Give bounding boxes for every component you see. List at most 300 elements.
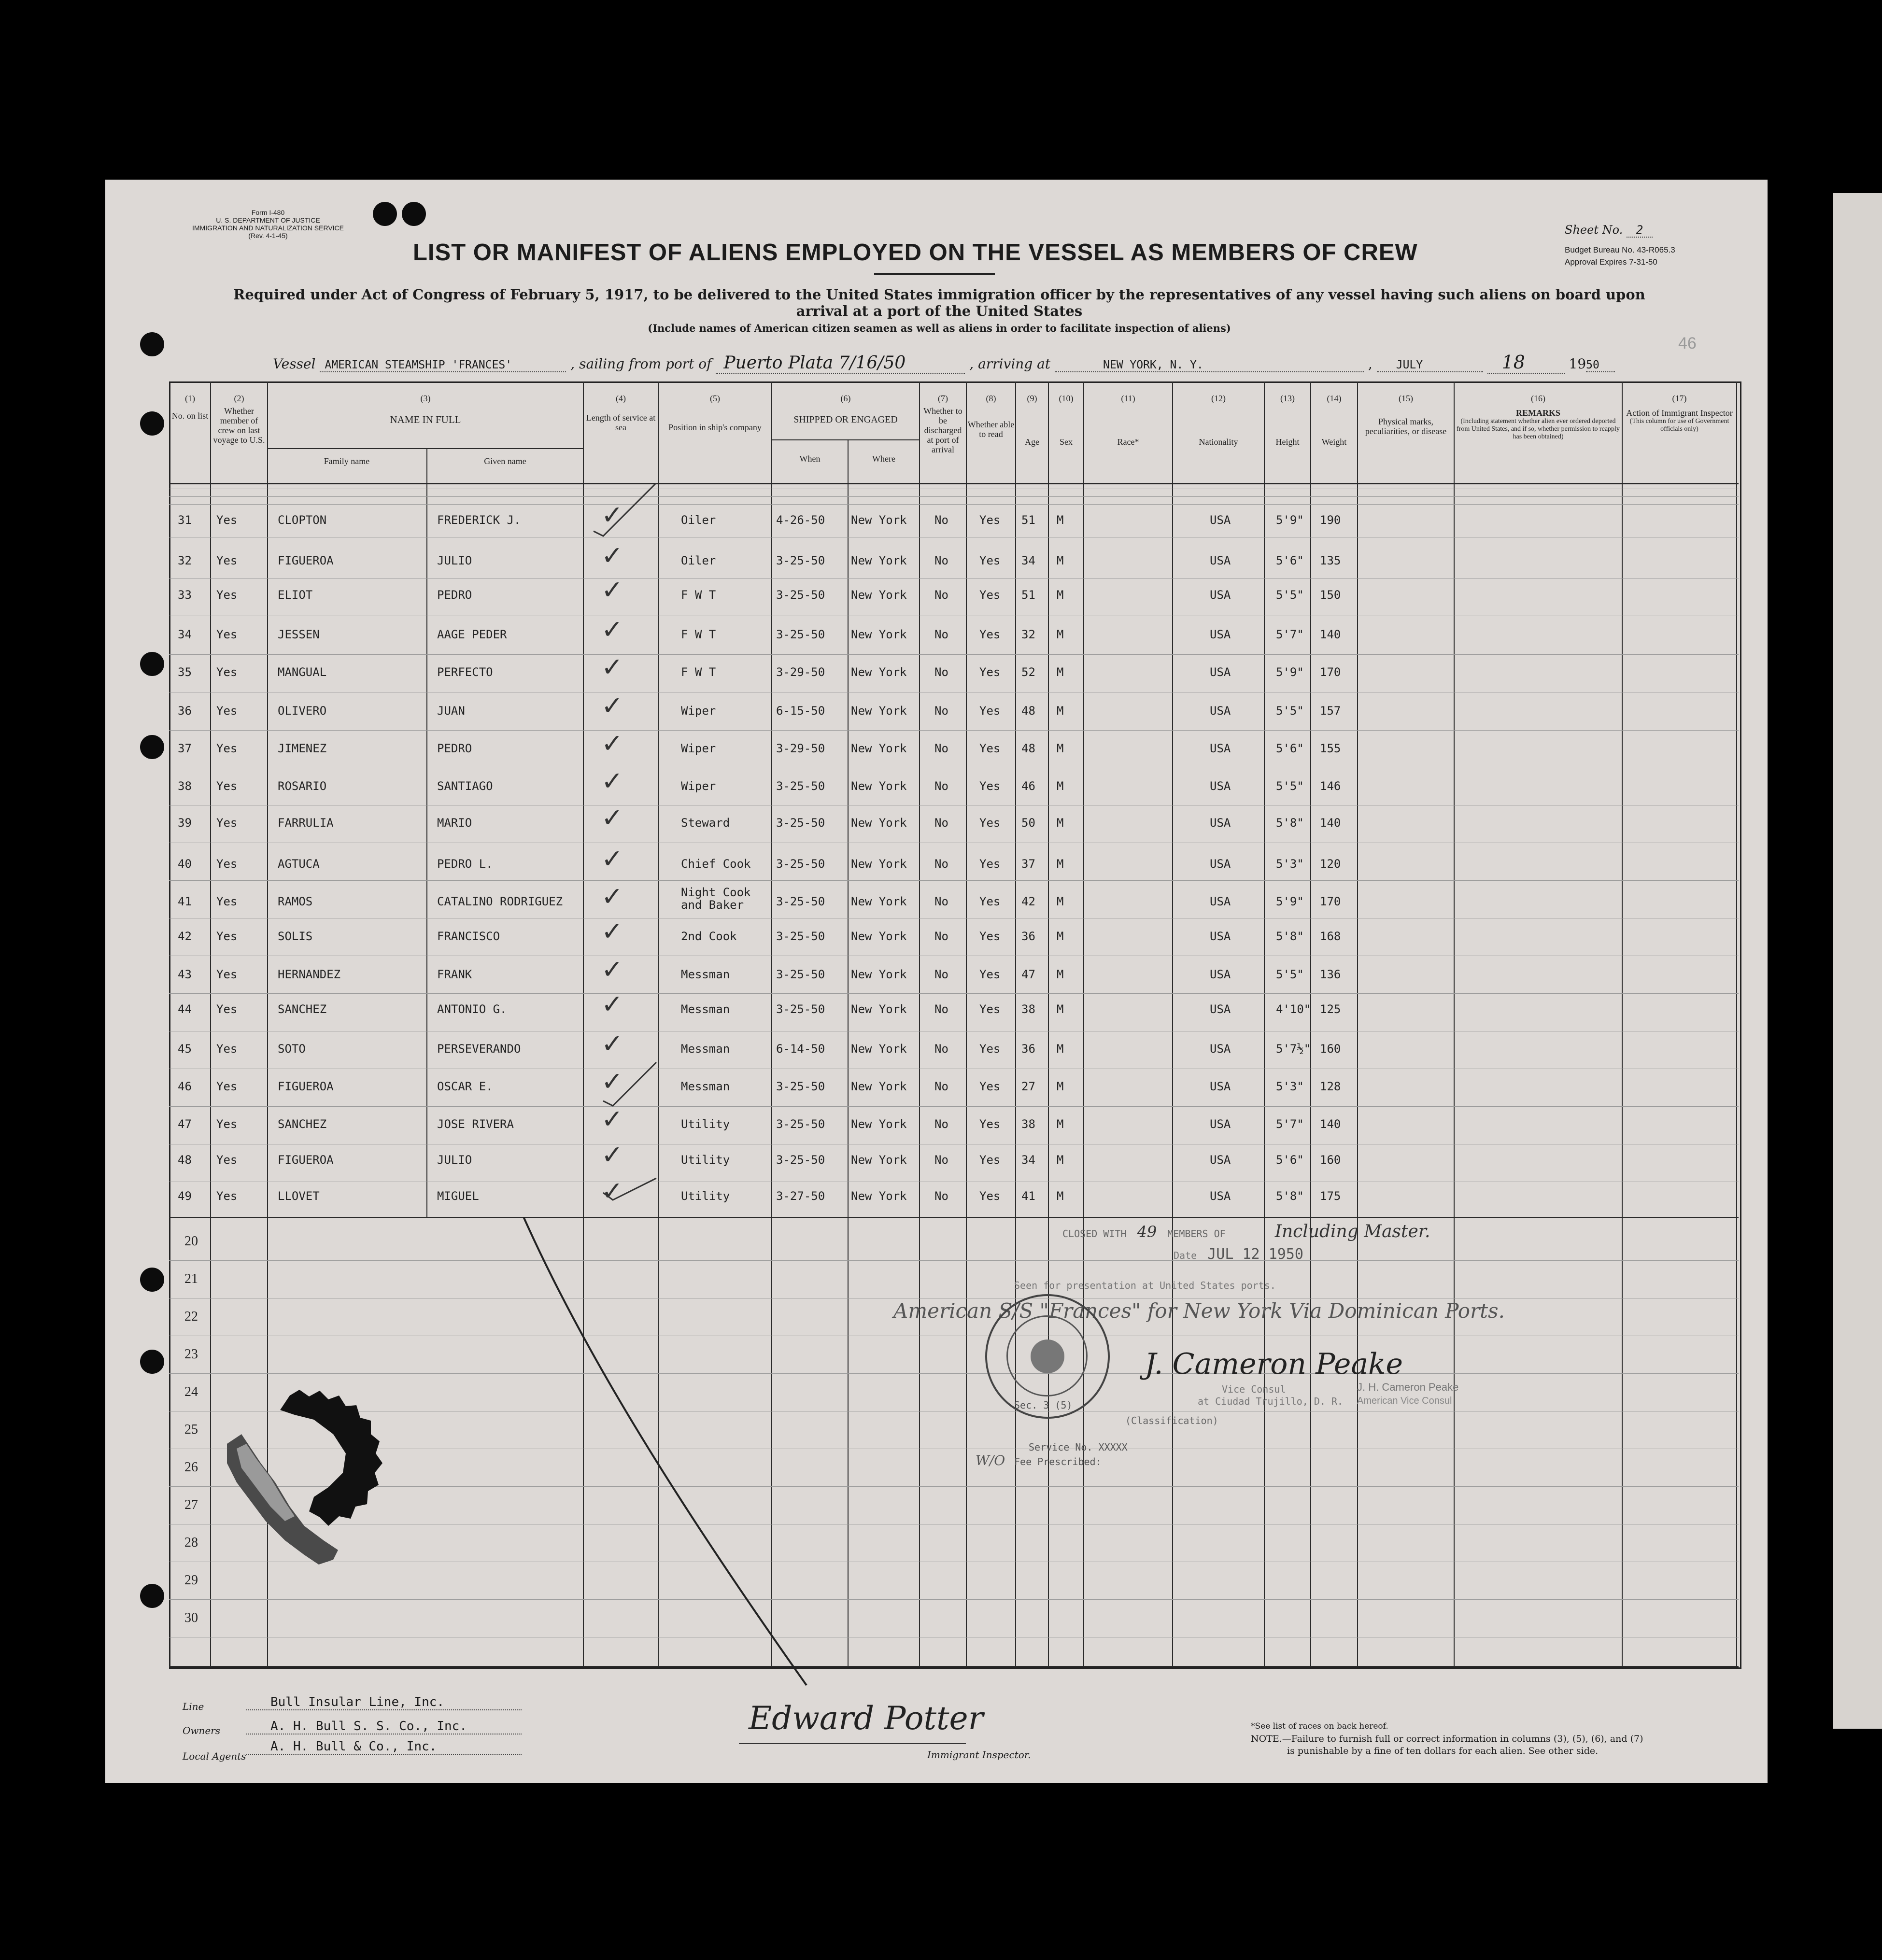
cell-sex: M <box>1057 895 1064 908</box>
sheet-number-block <box>1565 223 1653 237</box>
cell-no: 49 <box>178 1189 192 1203</box>
cell-weight: 160 <box>1320 1153 1341 1167</box>
col-rule <box>919 381 920 1666</box>
cell-where: New York <box>851 816 907 830</box>
sheet-number: 2 <box>1627 223 1653 238</box>
empty-row-number: 25 <box>184 1422 198 1437</box>
cell-where: New York <box>851 779 907 793</box>
cell-nationality: USA <box>1210 930 1231 943</box>
cell-age: 41 <box>1021 1189 1035 1203</box>
cell-crew: Yes <box>216 1080 238 1093</box>
penalty-note-1: NOTE.—Failure to furnish full or correct information in columns (3), (5), (6), and (7) <box>1251 1734 1643 1744</box>
cell-nationality: USA <box>1210 1189 1231 1203</box>
cell-position: Messman <box>681 1002 730 1016</box>
cell-crew: Yes <box>216 968 238 981</box>
ruled-line <box>169 993 1739 994</box>
ruled-line <box>169 880 1739 881</box>
cell-no: 48 <box>178 1153 192 1167</box>
cell-age: 51 <box>1021 588 1035 602</box>
arriving-port: NEW YORK, N. Y. <box>1055 359 1364 372</box>
cell-where: New York <box>851 513 907 527</box>
family-name-header: Family name <box>324 456 370 466</box>
col17-header: (17) Action of Immigrant Inspector (This column for use of Government officials only) <box>1626 394 1733 433</box>
cell-family: ROSARIO <box>278 779 327 793</box>
punch-hole <box>373 202 397 226</box>
cell-age: 38 <box>1021 1117 1035 1131</box>
vessel-label: Vessel <box>273 356 316 372</box>
cell-age: 42 <box>1021 895 1035 908</box>
cell-when: 3-25-50 <box>776 1080 825 1093</box>
arriving-label: , arriving at <box>969 356 1051 372</box>
cell-no: 34 <box>178 628 192 641</box>
cell-crew: Yes <box>216 857 238 871</box>
cell-position: Messman <box>681 1080 730 1093</box>
col-rule <box>1357 381 1358 1666</box>
cell-given: PERFECTO <box>437 665 493 679</box>
col11-header: (11) Race* <box>1117 394 1139 447</box>
cell-read: Yes <box>979 857 1001 871</box>
local-agents-label: Local Agents <box>183 1750 246 1762</box>
line-label: Line <box>183 1701 204 1712</box>
cell-sex: M <box>1057 513 1064 527</box>
cell-position: Wiper <box>681 779 716 793</box>
cell-discharged: No <box>934 1080 948 1093</box>
cell-nationality: USA <box>1210 588 1231 602</box>
title-rule <box>874 273 995 275</box>
approval-expires: Approval Expires 7-31-50 <box>1565 257 1657 267</box>
cell-when: 3-25-50 <box>776 588 825 602</box>
service-checkmark-icon: ✓ <box>601 1140 623 1170</box>
cell-position: Steward <box>681 816 730 830</box>
races-note: *See list of races on back hereof. <box>1251 1721 1388 1731</box>
cell-family: MANGUAL <box>278 665 327 679</box>
cell-when: 3-25-50 <box>776 628 825 641</box>
sailing-label: , sailing from port of <box>570 356 712 372</box>
cell-height: 5'9" <box>1276 895 1304 908</box>
col-rule <box>210 381 211 1666</box>
cell-discharged: No <box>934 628 948 641</box>
cell-when: 3-25-50 <box>776 779 825 793</box>
cell-age: 32 <box>1021 628 1035 641</box>
cell-when: 3-27-50 <box>776 1189 825 1203</box>
cell-nationality: USA <box>1210 1153 1231 1167</box>
cell-sex: M <box>1057 816 1064 830</box>
punch-hole <box>140 1268 164 1292</box>
service-checkmark-icon: ✓ <box>601 1066 623 1097</box>
cell-height: 5'7" <box>1276 628 1304 641</box>
cell-nationality: USA <box>1210 816 1231 830</box>
cell-no: 38 <box>178 779 192 793</box>
cell-sex: M <box>1057 588 1064 602</box>
cell-when: 6-14-50 <box>776 1042 825 1056</box>
cell-where: New York <box>851 968 907 981</box>
cell-height: 5'3" <box>1276 857 1304 871</box>
cell-nationality: USA <box>1210 968 1231 981</box>
section-line: Sec. 3 (5) <box>1014 1399 1073 1411</box>
service-checkmark-icon: ✓ <box>601 1176 623 1206</box>
service-checkmark-icon: ✓ <box>601 989 623 1019</box>
cell-family: FARRULIA <box>278 816 334 830</box>
ruled-line <box>169 654 1739 655</box>
empty-row-number: 26 <box>184 1460 198 1475</box>
cell-discharged: No <box>934 968 948 981</box>
penalty-note-2: is punishable by a fine of ten dollars for each alien. See other side. <box>1287 1746 1599 1756</box>
cell-given: FRANK <box>437 968 472 981</box>
punch-hole <box>140 652 164 676</box>
cell-position: Wiper <box>681 704 716 718</box>
service-checkmark-icon: ✓ <box>601 1029 623 1059</box>
cell-position: Chief Cook <box>681 857 751 871</box>
inspector-signature: Edward Potter <box>749 1700 984 1737</box>
cell-age: 38 <box>1021 1002 1035 1016</box>
form-header-block <box>188 209 348 240</box>
cell-family: FIGUEROA <box>278 1080 334 1093</box>
cell-where: New York <box>851 895 907 908</box>
cell-read: Yes <box>979 704 1001 718</box>
cell-nationality: USA <box>1210 554 1231 567</box>
inspector-label: Immigrant Inspector. <box>927 1749 1031 1761</box>
cell-position: Utility <box>681 1117 730 1131</box>
col1-header: (1) No. on list <box>171 394 209 421</box>
cell-read: Yes <box>979 665 1001 679</box>
cell-age: 34 <box>1021 1153 1035 1167</box>
document-title: LIST OR MANIFEST OF ALIENS EMPLOYED ON THE VESSEL AS MEMBERS OF CREW <box>413 240 1418 266</box>
cell-height: 5'7½" <box>1276 1042 1311 1056</box>
cell-nationality: USA <box>1210 857 1231 871</box>
cell-height: 5'9" <box>1276 513 1304 527</box>
cell-when: 3-29-50 <box>776 665 825 679</box>
cell-crew: Yes <box>216 779 238 793</box>
agency-name: U. S. DEPARTMENT OF JUSTICE <box>216 216 320 224</box>
service-checkmark-icon: ✓ <box>601 844 623 874</box>
cell-read: Yes <box>979 1189 1001 1203</box>
sailing-port: Puerto Plata 7/16/50 <box>716 353 965 374</box>
col8-header: (8) Whether able to read <box>967 394 1015 439</box>
cell-no: 39 <box>178 816 192 830</box>
cell-crew: Yes <box>216 1117 238 1131</box>
cell-age: 36 <box>1021 930 1035 943</box>
shipped-subheader-rule <box>771 439 919 440</box>
cell-nationality: USA <box>1210 1117 1231 1131</box>
service-name: IMMIGRATION AND NATURALIZATION SERVICE <box>192 224 344 232</box>
col-rule <box>1083 381 1084 1666</box>
cell-family: RAMOS <box>278 895 313 908</box>
cell-nationality: USA <box>1210 513 1231 527</box>
col-rule <box>1172 381 1173 1666</box>
cell-given: SANTIAGO <box>437 779 493 793</box>
col-rule <box>426 449 427 1217</box>
cell-family: LLOVET <box>278 1189 320 1203</box>
cell-given: JOSE RIVERA <box>437 1117 514 1131</box>
cell-discharged: No <box>934 513 948 527</box>
cell-sex: M <box>1057 1002 1064 1016</box>
cell-crew: Yes <box>216 742 238 755</box>
cell-when: 3-25-50 <box>776 930 825 943</box>
cell-crew: Yes <box>216 704 238 718</box>
header-bottom-rule <box>169 483 1739 484</box>
cell-position: F W T <box>681 628 716 641</box>
service-checkmark-icon: ✓ <box>601 1104 623 1134</box>
cell-read: Yes <box>979 1153 1001 1167</box>
cell-discharged: No <box>934 1042 948 1056</box>
vice-consul-label: Vice Consul <box>1222 1383 1286 1395</box>
service-checkmark-icon: ✓ <box>601 500 623 530</box>
ruled-line <box>169 730 1739 731</box>
cell-height: 5'5" <box>1276 704 1304 718</box>
cell-nationality: USA <box>1210 1002 1231 1016</box>
cell-sex: M <box>1057 1189 1064 1203</box>
consul-typed-name: J. H. Cameron Peake <box>1357 1381 1459 1393</box>
cell-weight: 175 <box>1320 1189 1341 1203</box>
col14-header: (14) Weight <box>1321 394 1347 447</box>
cell-no: 45 <box>178 1042 192 1056</box>
embassy-seal <box>985 1294 1110 1419</box>
cell-discharged: No <box>934 895 948 908</box>
cell-no: 33 <box>178 588 192 602</box>
cell-family: FIGUEROA <box>278 554 334 567</box>
name-subheader-rule <box>267 448 583 449</box>
vice-consul-place: at Ciudad Trujillo, D. R. <box>1198 1396 1344 1407</box>
cell-crew: Yes <box>216 816 238 830</box>
cell-when: 6-15-50 <box>776 704 825 718</box>
punch-hole <box>140 332 164 356</box>
cell-height: 5'8" <box>1276 930 1304 943</box>
service-checkmark-icon: ✓ <box>601 691 623 721</box>
empty-row-number: 30 <box>184 1610 198 1625</box>
cell-sex: M <box>1057 704 1064 718</box>
col-rule <box>1264 381 1265 1666</box>
cell-no: 44 <box>178 1002 192 1016</box>
cell-discharged: No <box>934 779 948 793</box>
table-bottom-rule <box>169 1666 1739 1667</box>
cell-read: Yes <box>979 1042 1001 1056</box>
arrival-day: 18 <box>1487 352 1565 374</box>
col3-header: (3) NAME IN FULL <box>390 394 461 425</box>
cell-discharged: No <box>934 554 948 567</box>
cell-crew: Yes <box>216 1002 238 1016</box>
cell-where: New York <box>851 1189 907 1203</box>
cell-sex: M <box>1057 930 1064 943</box>
col-rule <box>966 381 967 1666</box>
ruled-line <box>169 496 1739 497</box>
cell-crew: Yes <box>216 1153 238 1167</box>
stamped-page-number: 46 <box>1678 334 1697 353</box>
cell-read: Yes <box>979 968 1001 981</box>
col9-header: (9) Age <box>1025 394 1039 447</box>
cell-weight: 128 <box>1320 1080 1341 1093</box>
owners-label: Owners <box>183 1725 221 1736</box>
cell-when: 3-25-50 <box>776 816 825 830</box>
cell-where: New York <box>851 1042 907 1056</box>
cell-sex: M <box>1057 779 1064 793</box>
cell-discharged: No <box>934 1117 948 1131</box>
cell-family: JESSEN <box>278 628 320 641</box>
cell-weight: 140 <box>1320 816 1341 830</box>
cell-sex: M <box>1057 742 1064 755</box>
cell-no: 43 <box>178 968 192 981</box>
cell-read: Yes <box>979 1002 1001 1016</box>
punch-hole <box>140 735 164 759</box>
cell-position: Utility <box>681 1153 730 1167</box>
cell-position: Utility <box>681 1189 730 1203</box>
cell-read: Yes <box>979 895 1001 908</box>
cell-when: 3-25-50 <box>776 895 825 908</box>
service-checkmark-icon: ✓ <box>601 575 623 605</box>
cell-when: 3-29-50 <box>776 742 825 755</box>
cell-family: JIMENEZ <box>278 742 327 755</box>
cell-age: 46 <box>1021 779 1035 793</box>
service-checkmark-icon: ✓ <box>601 540 623 571</box>
cell-no: 36 <box>178 704 192 718</box>
diagonal-strike-line <box>522 1217 811 1690</box>
vessel-name: AMERICAN STEAMSHIP 'FRANCES' <box>320 359 566 372</box>
cell-when: 3-25-50 <box>776 554 825 567</box>
col-rule <box>1622 381 1623 1666</box>
col-rule <box>1310 381 1311 1666</box>
cell-sex: M <box>1057 554 1064 567</box>
cell-weight: 135 <box>1320 554 1341 567</box>
cell-age: 48 <box>1021 704 1035 718</box>
cell-sex: M <box>1057 1153 1064 1167</box>
col7-header: (7) Whether to be discharged at port of arrival <box>923 394 962 454</box>
service-checkmark-icon: ✓ <box>601 803 623 833</box>
cell-given: MIGUEL <box>437 1189 479 1203</box>
cell-sex: M <box>1057 857 1064 871</box>
cell-family: SANCHEZ <box>278 1002 327 1016</box>
col16-header: (16) REMARKS (Including statement whether alien ever ordered deported from United States, and if so, whether permission to reapply has been obtained) <box>1457 394 1620 440</box>
cell-where: New York <box>851 628 907 641</box>
cell-no: 42 <box>178 930 192 943</box>
arrival-month: JULY <box>1377 359 1483 372</box>
wo-note: W/O <box>976 1452 1005 1468</box>
cell-read: Yes <box>979 930 1001 943</box>
cell-crew: Yes <box>216 930 238 943</box>
col6-header: (6) SHIPPED OR ENGAGED <box>793 394 898 425</box>
cell-given: MARIO <box>437 816 472 830</box>
cell-height: 5'9" <box>1276 665 1304 679</box>
cell-given: PEDRO <box>437 588 472 602</box>
cell-age: 48 <box>1021 742 1035 755</box>
col10-header: (10) Sex <box>1059 394 1074 447</box>
cell-height: 5'7" <box>1276 1117 1304 1131</box>
cell-given: JUAN <box>437 704 465 718</box>
cell-nationality: USA <box>1210 1042 1231 1056</box>
cell-crew: Yes <box>216 1042 238 1056</box>
cell-where: New York <box>851 1002 907 1016</box>
cell-weight: 140 <box>1320 628 1341 641</box>
service-checkmark-icon: ✓ <box>601 766 623 796</box>
empty-row-number: 22 <box>184 1309 198 1324</box>
cell-nationality: USA <box>1210 704 1231 718</box>
cell-no: 40 <box>178 857 192 871</box>
closing-date-line: Date JUL 12 1950 <box>1174 1246 1303 1263</box>
cell-weight: 125 <box>1320 1002 1341 1016</box>
cell-where: New York <box>851 930 907 943</box>
cell-nationality: USA <box>1210 628 1231 641</box>
service-checkmark-icon: ✓ <box>601 614 623 645</box>
cell-where: New York <box>851 665 907 679</box>
cell-crew: Yes <box>216 554 238 567</box>
cell-family: FIGUEROA <box>278 1153 334 1167</box>
cell-given: JULIO <box>437 554 472 567</box>
cell-weight: 157 <box>1320 704 1341 718</box>
service-column-marks <box>584 483 658 1217</box>
punch-hole <box>140 411 164 436</box>
cell-nationality: USA <box>1210 779 1231 793</box>
cell-when: 3-25-50 <box>776 1153 825 1167</box>
cell-read: Yes <box>979 554 1001 567</box>
cell-no: 32 <box>178 554 192 567</box>
cell-family: AGTUCA <box>278 857 320 871</box>
cell-family: OLIVERO <box>278 704 327 718</box>
cell-where: New York <box>851 1117 907 1131</box>
cell-family: SANCHEZ <box>278 1117 327 1131</box>
cell-discharged: No <box>934 1153 948 1167</box>
seen-for-line: Seen for presentation at United States ports. <box>1014 1280 1276 1291</box>
service-checkmark-icon: ✓ <box>601 728 623 759</box>
cell-nationality: USA <box>1210 895 1231 908</box>
cell-when: 3-25-50 <box>776 1002 825 1016</box>
cell-read: Yes <box>979 628 1001 641</box>
cell-age: 52 <box>1021 665 1035 679</box>
cell-read: Yes <box>979 742 1001 755</box>
cell-no: 35 <box>178 665 192 679</box>
col2-header: (2) Whether member of crew on last voyage to U.S. <box>213 394 265 445</box>
empty-row-number: 29 <box>184 1573 198 1588</box>
cell-family: CLOPTON <box>278 513 327 527</box>
sheet-label: Sheet No. <box>1565 223 1623 237</box>
col5-header: (5) Position in ship's company <box>668 394 762 432</box>
cell-discharged: No <box>934 588 948 602</box>
form-number: Form I-480 <box>251 209 285 216</box>
cell-crew: Yes <box>216 628 238 641</box>
cell-height: 5'8" <box>1276 1189 1304 1203</box>
cell-crew: Yes <box>216 895 238 908</box>
service-checkmark-icon: ✓ <box>601 954 623 985</box>
fee-prescribed: Fee Prescribed: <box>1014 1456 1102 1467</box>
signature-rule <box>739 1743 966 1744</box>
cell-no: 47 <box>178 1117 192 1131</box>
cell-when: 4-26-50 <box>776 513 825 527</box>
cell-position: Messman <box>681 968 730 981</box>
cell-family: SOLIS <box>278 930 313 943</box>
consul-title: American Vice Consul <box>1357 1396 1452 1406</box>
cell-height: 5'6" <box>1276 554 1304 567</box>
cell-no: 46 <box>178 1080 192 1093</box>
cell-read: Yes <box>979 513 1001 527</box>
cell-height: 5'6" <box>1276 1153 1304 1167</box>
col-rule <box>848 439 849 1666</box>
punch-hole <box>402 202 426 226</box>
cell-read: Yes <box>979 1117 1001 1131</box>
col-rule <box>1048 381 1049 1666</box>
handwritten-route: American S/S "Frances" for New York Via Dominican Ports. <box>893 1299 1505 1323</box>
footer <box>169 1671 1739 1782</box>
col4-header: (4) Length of service at sea <box>586 394 656 432</box>
when-header: When <box>799 454 821 464</box>
cell-discharged: No <box>934 742 948 755</box>
cell-where: New York <box>851 742 907 755</box>
cell-discharged: No <box>934 930 948 943</box>
cell-position: Night Cook and Baker <box>681 886 751 912</box>
cell-given: PEDRO <box>437 742 472 755</box>
cell-crew: Yes <box>216 665 238 679</box>
cell-given: PEDRO L. <box>437 857 493 871</box>
cell-no: 41 <box>178 895 192 908</box>
cell-position: F W T <box>681 665 716 679</box>
owners-value: A. H. Bull S. S. Co., Inc. <box>246 1719 522 1734</box>
cell-position: Messman <box>681 1042 730 1056</box>
